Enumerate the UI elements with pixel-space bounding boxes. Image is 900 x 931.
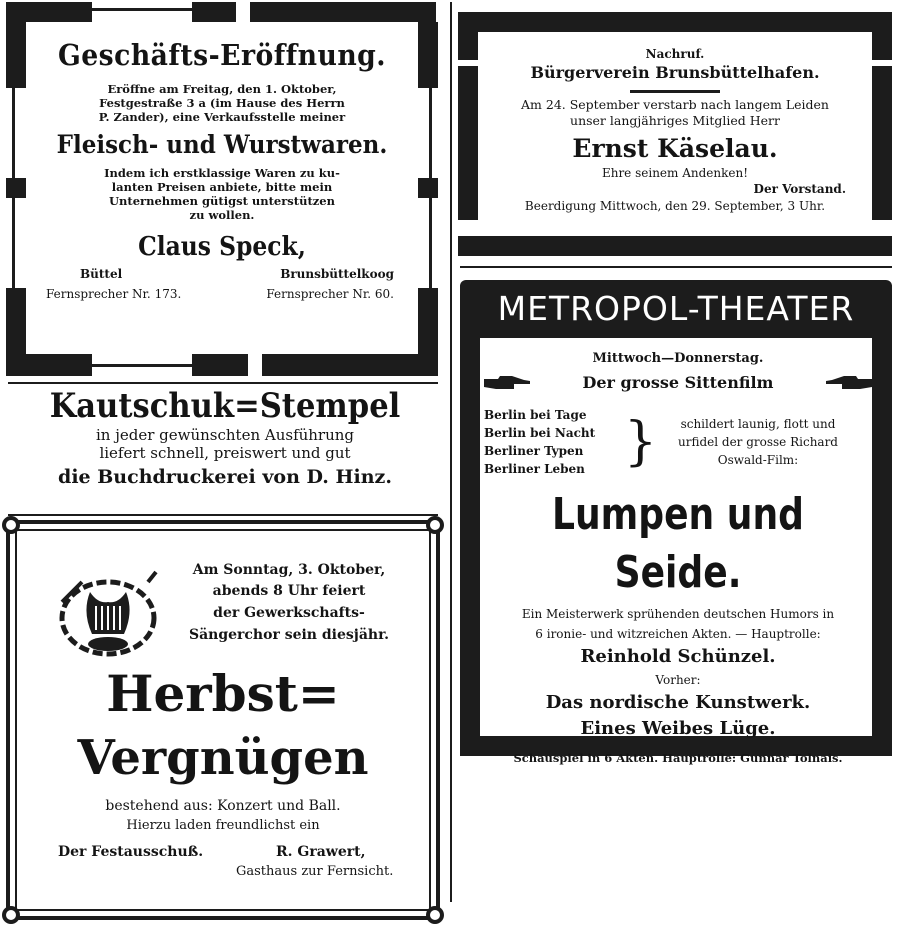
obit-line: Am 24. September verstarb nach langem Leiden — [521, 97, 829, 112]
opening-body — [36, 166, 408, 222]
section-rule — [8, 514, 438, 516]
opening-intro-line: P. Zander), eine Verkaufsstelle meiner — [98, 110, 346, 124]
location-right: Brunsbüttelkoog — [280, 267, 394, 281]
obit-border-left-bottom — [458, 66, 478, 220]
opening-intro-line: Eröffne am Freitag, den 1. Oktober, — [107, 82, 337, 96]
obit-line: unser langjähriges Mitglied Herr — [570, 113, 780, 128]
obituary-advertisement — [458, 12, 892, 256]
border-bottom-line — [92, 364, 192, 367]
obit-border-left-top — [458, 32, 478, 60]
film-title: Lumpen und Seide. — [551, 489, 805, 598]
section-rule — [8, 382, 438, 384]
festival-time: abends 8 Uhr feiert — [212, 583, 366, 599]
before-label: Vorher: — [655, 673, 701, 687]
border-top-mid1 — [192, 2, 236, 22]
opening-intro-line: Festgestraße 3 a (im Hause des Herrn — [99, 96, 345, 110]
frame-corner-ornament — [2, 906, 20, 924]
border-right-bottom — [418, 288, 438, 354]
festival-committee: Der Festausschuß. — [58, 844, 204, 860]
lead-actor: Reinhold Schünzel. — [580, 646, 776, 667]
second-feature-2: Eines Weibes Lüge. — [580, 718, 776, 739]
festival-date: Am Sonntag, 3. Oktober, — [192, 562, 386, 578]
opening-locations — [36, 266, 408, 282]
opening-intro — [36, 82, 408, 124]
theater-border-left — [460, 338, 480, 736]
opening-body-line: Unternehmen gütigst unterstützen — [109, 194, 335, 208]
border-bottom-mid — [192, 354, 248, 376]
opening-title: Geschäfts-Eröffnung. — [57, 38, 387, 72]
brace-icon: } — [624, 412, 658, 472]
festival-host-cont: Sängerchor sein diesjähr. — [188, 627, 390, 643]
border-right-top — [418, 22, 438, 88]
obit-border-bottom — [458, 236, 892, 256]
opening-phones — [36, 286, 408, 302]
obit-divider — [630, 90, 720, 93]
theater-feature: Der grosse Sittenfilm — [582, 373, 774, 392]
obit-border-top — [458, 12, 892, 32]
opening-body-line: Indem ich erstklassige Waren zu ku- — [104, 166, 340, 180]
obit-name: Ernst Käselau. — [572, 134, 778, 163]
column-divider — [450, 2, 452, 902]
festival-advertisement — [6, 520, 440, 920]
obit-honor: Ehre seinem Andenken! — [601, 166, 749, 180]
festival-host: der Gewerkschafts- — [213, 605, 365, 621]
theater-header-text: METROPOL-THEATER — [497, 289, 855, 328]
theater-days: Mittwoch—Donnerstag. — [592, 351, 764, 366]
festival-intro — [174, 560, 404, 646]
location-left: Büttel — [80, 267, 123, 281]
pointing-hand-left-icon — [826, 374, 872, 392]
border-left-top — [6, 22, 26, 88]
description-line: urfidel der grosse Richard — [677, 435, 838, 449]
episode-item: Berliner Leben — [484, 462, 585, 476]
border-right-line — [429, 88, 432, 288]
border-left-line — [12, 88, 15, 288]
theater-advertisement — [460, 280, 892, 765]
border-left-bottom — [6, 288, 26, 354]
second-feature-details: Schauspiel in 6 Akten. Hauptrolle: Gunnar Tolnais. — [513, 751, 843, 765]
stamps-printer: die Buchdruckerei von D. Hinz. — [58, 466, 392, 488]
obit-club: Bürgerverein Brunsbüttelhafen. — [530, 63, 820, 82]
praise-line: Ein Meisterwerk sprühenden deutschen Humors in — [521, 607, 835, 621]
festival-headline-1: Herbst= — [106, 664, 340, 723]
second-feature-1: Das nordische Kunstwerk. — [545, 692, 811, 713]
phone-right: Fernsprecher Nr. 60. — [266, 287, 394, 301]
theater-episodes-block — [484, 406, 872, 478]
festival-program: bestehend aus: Konzert und Ball. — [105, 798, 341, 814]
stamps-advertisement — [10, 386, 440, 512]
border-bottom-left — [6, 354, 92, 376]
border-right-mid — [418, 178, 438, 198]
festival-venue: Gasthaus zur Fernsicht. — [236, 864, 394, 879]
obit-border-right-top — [872, 32, 892, 60]
theater-episode-list — [484, 406, 624, 478]
section-rule — [460, 266, 892, 268]
border-top-left — [6, 2, 92, 22]
theater-border-right — [872, 338, 892, 736]
frame-corner-ornament — [426, 906, 444, 924]
theater-description — [644, 415, 872, 469]
border-bottom-right — [262, 354, 438, 376]
opening-owner: Claus Speck, — [138, 232, 306, 262]
description-line: Oswald-Film: — [717, 453, 799, 467]
episode-item: Berlin bei Tage — [484, 408, 587, 422]
theater-feature-row — [484, 372, 872, 394]
opening-body-line: zu wollen. — [189, 208, 255, 222]
opening-advertisement — [6, 2, 438, 378]
description-line: schildert launig, flott und — [680, 417, 836, 431]
episode-item: Berlin bei Nacht — [484, 426, 596, 440]
border-top-line — [92, 8, 192, 11]
stamps-line: liefert schnell, preiswert und gut — [99, 444, 351, 462]
opening-body-line: lanten Preisen anbiete, bitte mein — [111, 180, 333, 194]
border-left-mid — [6, 178, 26, 198]
obit-kicker: Nachruf. — [645, 47, 705, 61]
episode-item: Berliner Typen — [484, 444, 584, 458]
theater-header — [460, 280, 892, 338]
obit-board: Der Vorstand. — [753, 182, 846, 196]
obit-border-right-bottom — [872, 66, 892, 220]
festival-headline-2: Vergnügen — [77, 730, 369, 786]
praise-line: 6 ironie- und witzreichen Akten. — Hauptrolle: — [535, 627, 821, 641]
festival-invite: Hierzu laden freundlichst ein — [126, 818, 320, 833]
festival-host-name: R. Grawert, — [276, 844, 366, 860]
stamps-title: Kautschuk=Stempel — [49, 386, 401, 426]
lyre-wreath-icon — [52, 562, 164, 662]
stamps-line: in jeder gewünschten Ausführung — [95, 426, 355, 444]
border-top-mid2 — [250, 2, 436, 22]
pointing-hand-right-icon — [484, 374, 530, 392]
frame-corner-ornament — [426, 516, 444, 534]
opening-product: Fleisch- und Wurstwaren. — [56, 130, 388, 159]
phone-left: Fernsprecher Nr. 173. — [46, 287, 182, 301]
frame-corner-ornament — [2, 516, 20, 534]
obit-funeral: Beerdigung Mittwoch, den 29. September, 3 Uhr. — [524, 199, 826, 213]
